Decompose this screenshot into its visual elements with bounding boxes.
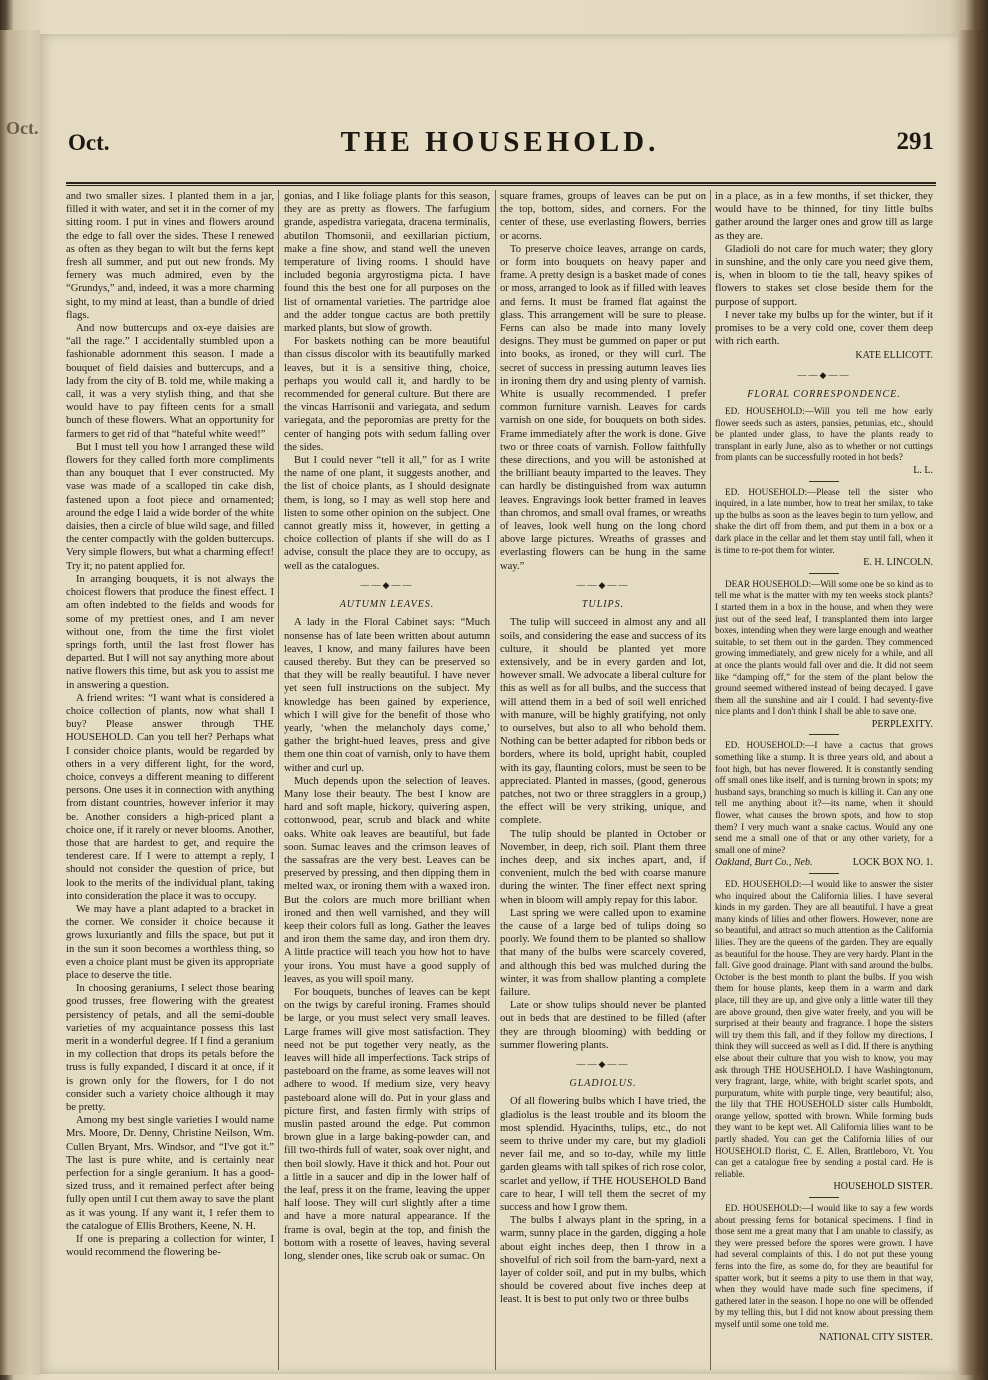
column-3 xyxy=(500,190,706,1370)
letter-divider xyxy=(809,734,839,735)
col3-paragraph: Of all flowering bulbs which I have tried, the gladiolus is the least trouble and its bloom the most splendid. Hyacinths, tulips, etc., do not seem to thrive under my care, but my gladioli never fail me, and so to-day, while my little garden gleams with tall spikes of rich rose color, scarlet and yellow, if THE HOUSEHOLD Band care to hear, I will tell them the secret of my success and how I grow them. xyxy=(500,1096,706,1214)
letter-text: ED. HOUSEHOLD:—Will you tell me how early flower seeds such as asters, pansies, petunias, etc., should be planted under glass, to have the plants ready to transplant in early June, also as to whether or not cuttings from plants can be successfully rooted in hot beds? xyxy=(715,406,933,463)
letter-signature: HOUSEHOLD SISTER. xyxy=(833,1181,933,1193)
letter-text: DEAR HOUSEHOLD:—Will some one be so kind as to tell me what is the matter with my ten weeks stock plants? I started them in a box in the house, and when they were just out of the seed leaf, I transplanted them into larger boxes, intending when they were large enough and weather suitable, to set them out in the garden. They commenced growing immediately, and grew nicely for a while, and all at once the plants would fall over and die. It did not seem like “damping off,” for the stem of the plant below the ground seemed withered instead of being decayed. I gave them all the sunshine and air I could. I had seventy-five nice plants and I don't think I shall be able to save one. xyxy=(715,578,933,717)
column-divider xyxy=(278,190,279,1370)
col4-paragraph: in a place, as in a few months, if set thicker, they would have to be thinned, for tiny little bulbs gather around the larger ones and grow till as large as they are. xyxy=(715,191,933,242)
letter-signature: LOCK BOX NO. 1. xyxy=(852,857,933,869)
col1-paragraph: and two smaller sizes. I planted them in a jar, filled it with water, and set it in the corner of my sitting room. I put in vines and flowers around the edge to fall over the sides. These I renewed as often as they began to wilt but the ferns kept fresh all summer, and put out new fronds. My fernery was much admired, even by the “Grundys,” and, indeed, it was a more charming sight, to my mind at least, than a bundle of dried flags. xyxy=(66,191,274,321)
section-ornament: ——◆—— xyxy=(576,579,630,590)
col2-paragraph: A lady in the Floral Cabinet says: “Much nonsense has of late been written about autumn leaves, I know, and many failures have been caused thereby. But they can be preserved so that they will be really beautiful. I have never yet seen full instructions on the subject. My knowledge has been gained by experience, which I will give for the benefit of those who yearly, ‘when the melancholy days come,’ gather the bright-hued leaves, press and give them one thin coat of varnish, only to have them wither and curl up. xyxy=(284,617,490,774)
letter-text: ED. HOUSEHOLD:—I would like to say a few words about pressing ferns for botanical specimens. I find in those sent me a great many that I am unable to classify, as they were pressed before the spores were grown. I have had several complaints of this. I do not put these young ferns into the fire, as some do, for they are beautiful for spatter work, but it seems a pity to use them in that way, when they would have made such fine specimens, if gathered later in the season. I hope no one will be offended by my telling this, but I did not know about pressing them myself until some one told me. xyxy=(715,1203,933,1329)
page xyxy=(40,34,958,1374)
letter-signature-row xyxy=(715,857,933,869)
col2-paragraph: gonias, and I like foliage plants for this season, they are as pretty as flowers. The farfugium grande, aspedistra variegata, dracena terminalis, abutilon Thomsonii, and eexillarian pictium, make a fine show, and stand well the uneven temperature of living rooms. I should have included begonia argyrostigma picta. I have found this the best one for all purposes on the list of ornamental varieties. The partridge aloe and the adder tongue cactus are both prettily marked plants, but slow of growth. xyxy=(284,191,490,335)
header-rule xyxy=(66,182,936,184)
header-rule-thin xyxy=(66,185,936,186)
col3-paragraph: Last spring we were called upon to examine the cause of a large bed of tulips doing so poorly. We found them to be planted so shallow that many of the bulbs were scarcely covered, and although this bed was mulched during the winter, it was from shallow planting a complete failure. xyxy=(500,907,706,998)
letter-signature: NATIONAL CITY SISTER. xyxy=(819,1331,933,1343)
col3-paragraph: square frames, groups of leaves can be put on the top, bottom, sides, and corners. For the center of these, use everlasting flowers, berries or acorns. xyxy=(500,191,706,242)
signature: KATE ELLICOTT. xyxy=(855,350,933,362)
section-ornament: ——◆—— xyxy=(360,579,414,590)
letter-signature: PERPLEXITY. xyxy=(871,718,933,730)
header-page-number: 291 xyxy=(896,128,934,155)
col1-paragraph: Among my best single varieties I would name Mrs. Moore, Dr. Denny, Christine Neilson, Wm. Cullen Bryant, Mrs. Windsor, and “I've got it.” The last is pure white, and is certainly near perfection for a single geranium. It has a good-sized truss, and it remained perfect after being fully open until I cut them away to save the plant as it was young. If any want it, I refer them to the catalogue of Ellis Brothers, Keene, N. H. xyxy=(66,1115,274,1232)
section-ornament: ——◆—— xyxy=(576,1059,630,1069)
section-title-gladiolus: GLADIOLUS. xyxy=(569,1078,637,1090)
col3-paragraph: The bulbs I always plant in the spring, in a warm, sunny place in the garden, digging a hole about eight inches deep, then I throw in a shovelful of rich soil from the barn-yard, next a layer of colder soil, and put in my bulbs, which should be covered about five inches deep at least. It is best to put only two or three bulbs xyxy=(500,1215,706,1306)
col4-paragraph: Gladioli do not care for much water; they glory in sunshine, and the only care you need give them, is, when in bloom to tie the tall, heavy spikes of flowers to stakes set close beside them for the purpose of support. xyxy=(715,243,933,308)
col2-paragraph: For baskets nothing can be more beautiful than cissus discolor with its beautifully marked leaves, but it is a sensitive thing, choice, perhaps you would call it, and hardly to be recommended for general culture. But there are the vincas Harrisonii and variegata, and sedum variegata, and the peporomias are pretty for the center of hanging pots with sedum falling over the sides. xyxy=(284,336,490,453)
letter-divider xyxy=(809,1197,839,1198)
col1-paragraph: And now buttercups and ox-eye daisies are “all the rage.” I accidentally stumbled upon a fashionable adornment this season. I made a bouquet of field daisies and buttercups, and a lady from the city of B. told me, while making a call, it was a very stylish thing, and that she would have to pay fifteen cents for a small bunch of these flowers. What an opportunity for farmers to get rid of that “hateful white weed!” xyxy=(66,323,274,440)
col2-paragraph: For bouquets, bunches of leaves can be kept on the twigs by careful ironing. Frames should be large, or you must select very small leaves. Large frames will give most satisfaction. They need not be put together very neatly, as the leaves will hide all imperfections. Tack strips of pasteboard on the frame, as some leaves will not adhere to wood. If medium size, very heavy pasteboard alone will do. Put in your glass and picture first, and fasten firmly with strips of muslin pasted around the edge. Put common brown glue in a large baking-powder can, and fill two-thirds full of water, soak over night, and then boil slowly. Have it thick and hot. Pour out a little in a saucer and dip in the lower half of the leaf, press it on the frame, leaving the upper half loose. They will curl slightly after a time and have a more natural appearance. If the frame is oval, begin at the top, and finish the bottom with a rosette of leaves, having several long, slender ones, like scrub oak or sumac. On xyxy=(284,986,490,1263)
col3-paragraph: Late or show tulips should never be planted out in beds that are destined to be filled (after they are through blooming) with bedding or summer flowering plants. xyxy=(500,1000,706,1051)
letter-divider xyxy=(809,481,839,482)
header-title: THE HOUSEHOLD. xyxy=(340,126,660,158)
column-divider xyxy=(495,190,496,1370)
col1-paragraph: A friend writes: “I want what is considered a choice collection of plants, now what shall I buy? Please answer through THE HOUSEHOLD. Can you tell her? Perhaps what I consider choice plants, would be regarded by others in a very different light, for the word, choice, conveys a different meaning to different persons. One uses it in connection with anything from distant countries, however inferior it may be. Another considers a high-priced plant a choice one, if it rarely or never blooms. Another, those that are hardest to get, and require the tenderest care. If I were to attempt a reply, I should not consider the question of price, but look to the merits of the individual plant, taking into consideration the place it was to occupy. xyxy=(66,692,274,902)
section-title-tulips: TULIPS. xyxy=(581,599,625,611)
column-divider xyxy=(710,190,711,1370)
col3-paragraph: To preserve choice leaves, arrange on cards, or form into bouquets on heavy paper and frame. A pretty design is a basket made of cones or moss, arranged to look as if filled with leaves and ferns. It must be framed flat against the glass. This arrangement will be sure to please. Ferns can also be made into many lovely designs. They must be gummed on paper or put into books, as ironed, or they will curl. The secret of success in pressing autumn leaves lies in ironing them dry and using plenty of varnish. White is usually recommended. I prefer common furniture varnish. Leaves for cards varnish on one side, for bouquets on both sides. Frame immediately after the work is done. Give two or three coats of varnish. Follow faithfully these directions, and you will be astonished at the brilliant beauty imparted to the leaves. They can hardly be distinguished from wax autumn leaves. Engravings look better framed in leaves than chromos, and small oval frames, or wreaths of leaves, look well hung on the long chord above large pictures. Wreaths of grasses and everlasting flowers can be hung in the same way.” xyxy=(500,243,706,572)
letter-divider xyxy=(809,873,839,874)
letter-text: ED. HOUSEHOLD:—I have a cactus that grows something like a stump. It is three years old, and about a foot high, but has never flowered. It is constantly sending off small ones like itself, and is turning brown in spots; my husband says, branching so much is killing it. Can any one tell me anything about it?—its name, when it should flower, what causes the brown spots, and how to stop them? I very much want a snake cactus. Would any one send me a small one of that or any other variety, for a small one of mine? xyxy=(715,740,933,855)
section-title-floral-correspondence: FLORAL CORRESPONDENCE. xyxy=(747,388,901,400)
column-4 xyxy=(715,190,933,1370)
book-edge xyxy=(958,30,988,1375)
col1-paragraph: If one is preparing a collection for winter, I would recommend the flowering be- xyxy=(66,1234,274,1259)
col3-paragraph: The tulip should be planted in October or November, in deep, rich soil. Plant them three inches deep, and six inches apart, and, if convenient, mulch the bed with coarse manure during the winter. The finer effect next spring when in bloom will amply repay for this labor. xyxy=(500,828,706,906)
letter-text: ED. HOUSEHOLD:—Please tell the sister who inquired, in a late number, how to treat her smilax, to take up the bulbs as soon as the leaves begin to turn yellow, and shake the dirt off from them, and put them in a box or a dark place in the cellar and let them stay until fall, when it is time to re-pot them for winter. xyxy=(715,486,933,555)
col1-paragraph: We may have a plant adapted to a bracket in the corner. We consider it choice because it grows luxuriantly and fills the space, but put it in the sun it soon becomes a worthless thing, so even a choice plant must be given its appropriate place to deserve the title. xyxy=(66,903,274,981)
letter-text: ED. HOUSEHOLD:—I would like to answer the sister who inquired about the California lilies. I have several kinds in my garden. They are all beautiful. I have a great many kinds of lilies and other flowers. However, none are so beautiful, and attract so much attention as the California lilies. They are the queens of the garden. They are equally as beautiful for the house. They are very hardy. Plant in the fall. Give good drainage. Plant with sand around the bulbs. October is the best month to plant the bulbs. If you wish them for house plants, keep them in a warm and dark place, till they are up, and give only a little water till they are above ground, then give water freely, and you will be surprised at their beauty and fragrance. I hope the sisters will try them this fall, and if they follow my directions, I think they will succeed as well as I did. If there is anything else about their culture that you wish to know, you may ask through THE HOUSEHOLD. I have Washingtonum, very fragrant, large, white, with bright scarlet spots, and purpuratum, white with purple tinge, very beautiful; also, the lily that THE HOUSEHOLD sister calls Humboldt, orange yellow, spotted with brown. While forming buds they want to be kept wet. All California lilies want to be partly shaded. You can get the California lilies of our HOUSEHOLD florist, C. E. Allen, Brattleboro, Vt. You can get a catalogue free by sending a postal card. He is reliable. xyxy=(715,879,933,1179)
col2-paragraph: But I could never “tell it all,” for as I write the name of one plant, it suggests another, and the list of choice plants, as I should designate them, is long, so I may as well stop here and listen to some other opinion on the subject. One cannot greatly miss it, however, in getting a choice collection of plants if she will do as I advise, consult the place they are to occupy, as well as the catalogues. xyxy=(284,455,490,572)
page-header xyxy=(66,126,934,160)
col3-paragraph: The tulip will succeed in almost any and all soils, and considering the ease and success of its culture, it should be planted yet more extensively, and be in every garden and lot, however small. We advocate a liberal culture for this as well as for all bulbs, and the success that will attend them in a bed of soil well enriched with manure, will be highly gratifying, not only to ourselves, but also to all who behold them. Nothing can be better adapted for ribbon beds or borders, where its bold, upright habit, coupled with its gay, flaunting colors, must be seen to be appreciated. Planted in masses, (good, generous patches, not two or three stragglers in a group,) the effect will be very striking, unique, and complete. xyxy=(500,617,706,827)
column-1 xyxy=(66,190,274,1370)
col2-paragraph: Much depends upon the selection of leaves. Many lose their beauty. The best I know are hard and soft maple, hickory, quivering aspen, cottonwood, pear, scrub and black and white oaks. White oak leaves are beautiful, but fade soon. Sumac leaves and the crimson leaves of the sassafras are the very best. Leaves can be preserved by pressing, and then dipping them in melted wax, or ironing them with a waxed iron. But the colors are much more brilliant when ironed and then well varnished, and they will keep their colors full as long. Gather the leaves and iron them the same day, and iron them dry. A little practice will teach you how hot to have your irons. You must have a good supply of leaves, as you will spoil many. xyxy=(284,775,490,985)
column-2 xyxy=(284,190,490,1370)
left-page-fragment xyxy=(0,30,40,1375)
col1-paragraph: But I must tell you how I arranged these wild flowers for they called forth more compliments than any bouquet that I ever constructed. My vase was made of a scalloped tin cake dish, fastened upon a foot piece and ornamented; around the edge I laid a wide border of the white daisies, then a circle of blue wild sage, and filled the center compactly with the golden buttercups. Very simple flowers, but what a charming effect! Try it; no patent applied for. xyxy=(66,441,274,572)
header-month: Oct. xyxy=(68,130,110,155)
letter-signature: L. L. xyxy=(913,465,933,477)
col1-paragraph: In choosing geraniums, I select those bearing good trusses, free flowering with the greatest persistency of petals, and all the semi-double varieties of my acquaintance possess this last merit in a wonderful degree. If I find a geranium in my collection that drops its petals before the truss is fully expanded, I discard it at once, if it is grown only for the flowers, for I do not consider such a variety choice although it may be pretty. xyxy=(66,983,274,1114)
section-title-autumn-leaves: AUTUMN LEAVES. xyxy=(339,599,435,611)
letter-divider xyxy=(809,573,839,574)
col4-paragraph: I never take my bulbs up for the winter, but if it promises to be a very cold one, cover them deep with rich earth. xyxy=(715,309,933,348)
col1-paragraph: In arranging bouquets, it is not always the choicest flowers that produce the finest effect. I am often indebted to the fields and woods for some of my prettiest ones, and I am never without one, from the time the first violet springs forth, until the last frost flower has departed. But I will not say anything more about native flowers this time, but ask you to assist me in answering a question. xyxy=(66,573,274,691)
letter-place: Oakland, Burt Co., Neb. xyxy=(715,857,813,869)
left-page-heading: Oct. xyxy=(6,118,39,138)
letter-signature: E. H. LINCOLN. xyxy=(863,557,933,569)
section-ornament: ——◆—— xyxy=(797,369,851,380)
